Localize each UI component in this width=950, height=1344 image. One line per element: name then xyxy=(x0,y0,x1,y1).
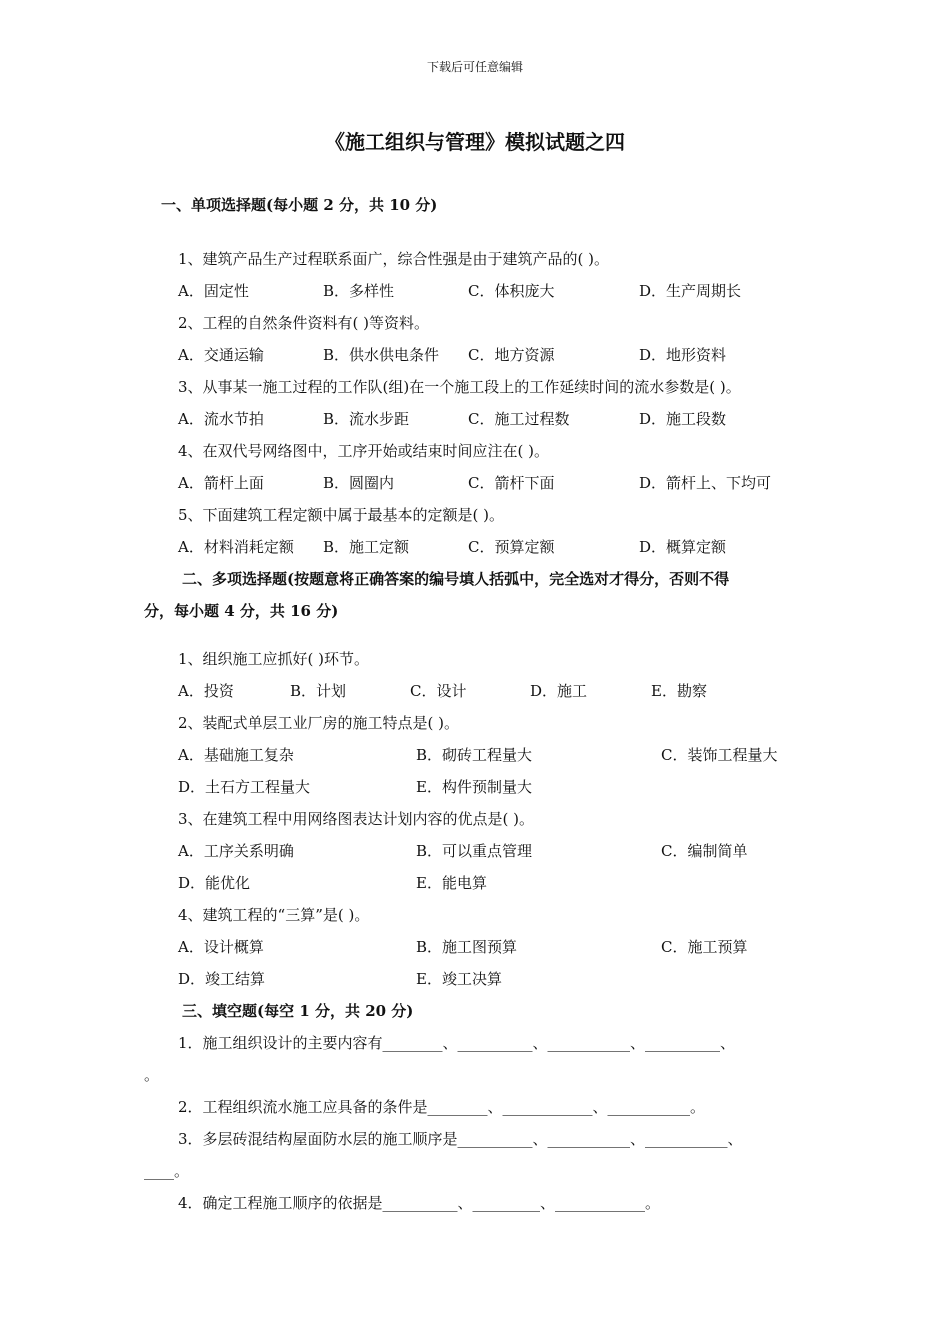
fill-question-2: 2．工程组织流水施工应具备的条件是________、____________、___________。 xyxy=(178,1098,706,1116)
option: A．投资 xyxy=(178,682,234,700)
option: A．基础施工复杂 xyxy=(178,746,294,764)
question-2-4: 4、建筑工程的“三算”是( )。 xyxy=(178,906,370,924)
option: D．箭杆上、下均可 xyxy=(639,474,772,492)
option: B．砌砖工程量大 xyxy=(416,746,533,764)
option: A．流水节拍 xyxy=(178,410,264,428)
fill-question-4: 4．确定工程施工顺序的依据是__________、_________、____________。 xyxy=(178,1194,661,1212)
option: A．交通运输 xyxy=(178,346,264,364)
page-header: 下载后可任意编辑 xyxy=(426,60,523,74)
option: C．施工预算 xyxy=(661,938,748,956)
option: D．施工 xyxy=(530,682,588,700)
option: B．多样性 xyxy=(323,282,395,300)
page-title: 《施工组织与管理》模拟试题之四 xyxy=(325,130,625,154)
option: A．固定性 xyxy=(178,282,249,300)
question-1-5: 5、下面建筑工程定额中属于最基本的定额是( )。 xyxy=(178,506,505,524)
option: C．施工过程数 xyxy=(468,410,570,428)
option: C．设计 xyxy=(410,682,467,700)
option: B．计划 xyxy=(290,682,347,700)
question-1-2: 2、工程的自然条件资料有( )等资料。 xyxy=(178,314,430,332)
section-2-title-cont: 分，每小题 4 分，共 16 分) xyxy=(144,602,339,620)
option: B．施工图预算 xyxy=(416,938,518,956)
option: C．体积庞大 xyxy=(468,282,555,300)
option: A．箭杆上面 xyxy=(178,474,264,492)
option: E．能电算 xyxy=(416,874,487,892)
option: C．箭杆下面 xyxy=(468,474,555,492)
question-1-4: 4、在双代号网络图中，工序开始或结束时间应注在( )。 xyxy=(178,442,550,460)
fill-question-3: 3．多层砖混结构屋面防水层的施工顺序是__________、___________、___________、 xyxy=(178,1130,743,1148)
option: B．圆圈内 xyxy=(323,474,395,492)
question-1-1: 1、建筑产品生产过程联系面广，综合性强是由于建筑产品的( )。 xyxy=(178,250,610,268)
option: D．竣工结算 xyxy=(178,970,266,988)
section-3-title: 三、填空题(每空 1 分，共 20 分) xyxy=(182,1002,414,1020)
option: D．土石方工程量大 xyxy=(178,778,311,796)
question-1-3: 3、从事某一施工过程的工作队(组)在一个施工段上的工作延续时间的流水参数是( )。 xyxy=(178,378,741,396)
option: B．供水供电条件 xyxy=(323,346,440,364)
option: D．概算定额 xyxy=(639,538,727,556)
question-2-2: 2、装配式单层工业厂房的施工特点是( )。 xyxy=(178,714,460,732)
option: C．编制简单 xyxy=(661,842,748,860)
option: B．流水步距 xyxy=(323,410,410,428)
option: C．预算定额 xyxy=(468,538,555,556)
question-2-1: 1、组织施工应抓好( )环节。 xyxy=(178,650,370,668)
option: A．设计概算 xyxy=(178,938,264,956)
option: E．竣工决算 xyxy=(416,970,502,988)
option: E．勘察 xyxy=(651,682,707,700)
question-2-3: 3、在建筑工程中用网络图表达计划内容的优点是( )。 xyxy=(178,810,535,828)
option: C．装饰工程量大 xyxy=(661,746,778,764)
section-2-title: 二、多项选择题(按题意将正确答案的编号填人括弧中，完全选对才得分，否则不得 xyxy=(182,570,730,588)
option: D．施工段数 xyxy=(639,410,727,428)
option: D．能优化 xyxy=(178,874,251,892)
option: C．地方资源 xyxy=(468,346,555,364)
fill-question-1: 1．施工组织设计的主要内容有________、__________、___________、__________、 xyxy=(178,1034,736,1052)
fill-question-3-cont: ____。 xyxy=(144,1162,190,1180)
option: D．生产周期长 xyxy=(639,282,742,300)
section-1-title: 一、单项选择题(每小题 2 分，共 10 分) xyxy=(161,196,438,214)
option: E．构件预制量大 xyxy=(416,778,532,796)
option: A．工序关系明确 xyxy=(178,842,294,860)
option: B．施工定额 xyxy=(323,538,410,556)
option: D．地形资料 xyxy=(639,346,727,364)
option: B．可以重点管理 xyxy=(416,842,533,860)
option: A．材料消耗定额 xyxy=(178,538,294,556)
fill-question-1-cont: 。 xyxy=(144,1066,160,1084)
